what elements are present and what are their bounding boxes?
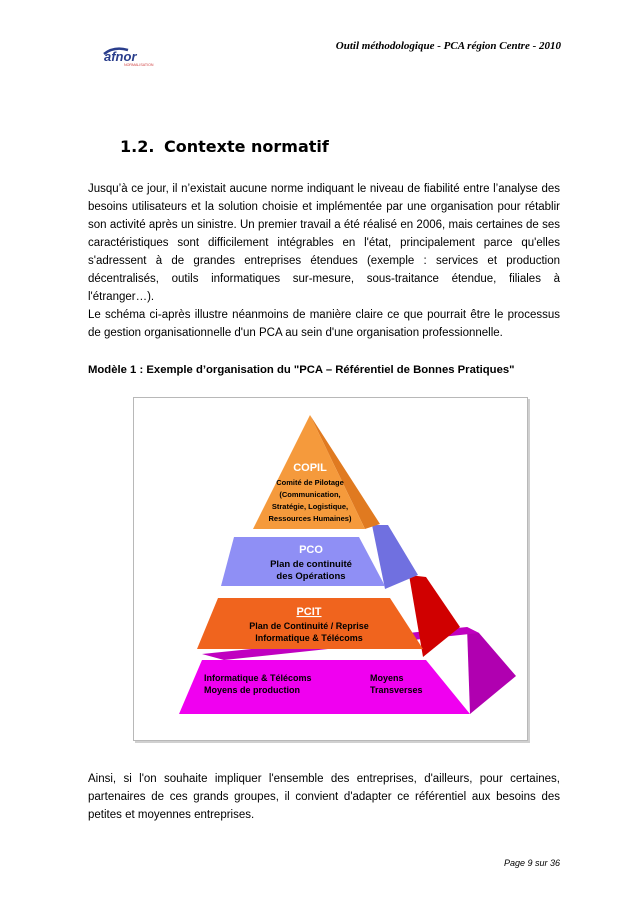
pco-line-1: Plan de continuité xyxy=(270,559,352,570)
pco-line-2: des Opérations xyxy=(276,571,346,582)
paragraph: Le schéma ci-après illustre néanmoins de manière claire ce que pourrait être le processus de gestion organisationnelle d'un PCA au sein d'une organisation professionnelle. xyxy=(88,309,560,339)
base-right-line-1: Moyens xyxy=(370,673,404,683)
closing-text xyxy=(88,770,560,824)
base-left-line-1: Informatique & Télécoms xyxy=(204,673,312,683)
base-right-line-2: Transverses xyxy=(370,685,423,695)
model-caption: Modèle 1 : Exemple d’organisation du "PCA – Référentiel de Bonnes Pratiques" xyxy=(88,364,515,376)
base-left-line-2: Moyens de production xyxy=(204,685,301,695)
svg-text:afnor: afnor xyxy=(104,49,137,64)
copil-line-4: Ressources Humaines) xyxy=(268,514,352,523)
section-title: Contexte normatif xyxy=(164,137,329,156)
paragraph: Ainsi, si l'on souhaite impliquer l'ensemble des entreprises, d'ailleurs, pour certaines, partenaires de ces grands groupes, il convient d'adapter ce référentiel aux besoins des petites et moyennes entreprises. xyxy=(88,773,560,821)
pco-title: PCO xyxy=(299,544,323,556)
section-number: 1.2. xyxy=(120,137,155,156)
pcit-line-2: Informatique & Télécoms xyxy=(255,633,363,643)
pcit-title: PCIT xyxy=(296,606,322,618)
section-heading xyxy=(120,137,329,156)
afnor-logo xyxy=(102,44,172,68)
pcit-line-1: Plan de Continuité / Reprise xyxy=(249,621,369,631)
paragraph: Jusqu’à ce jour, il n’existait aucune norme indiquant le niveau de fiabilité entre l’analyse des besoins utilisateurs et la solution choisie et implémentée par une organisation pour rétablir son activité après un sinistre. Un premier travail a été réalisé en 2006, mais certaines de ses caractéristiques sont difficilement intégrables en l'état, principalement parce qu'elles s'adressent à de grandes entreprises étendues (exemple : services et production décentralisés, outils informatiques sur-mesure, sous-traitance étendue, filiales à l'étranger…). xyxy=(88,183,560,303)
copil-line-2: (Communication, xyxy=(279,490,341,499)
copil-title: COPIL xyxy=(293,462,327,474)
intro-text xyxy=(88,180,560,342)
tier-4-side xyxy=(467,627,516,714)
copil-line-3: Stratégie, Logistique, xyxy=(271,502,349,511)
pyramid-figure xyxy=(133,397,528,741)
svg-text:NORMALISATION: NORMALISATION xyxy=(124,63,154,67)
pyramid-diagram xyxy=(134,398,527,740)
document-header-title: Outil méthodologique - PCA région Centre - 2010 xyxy=(335,40,561,52)
page-number: Page 9 sur 36 xyxy=(503,858,560,868)
copil-line-1: Comité de Pilotage xyxy=(276,478,344,487)
